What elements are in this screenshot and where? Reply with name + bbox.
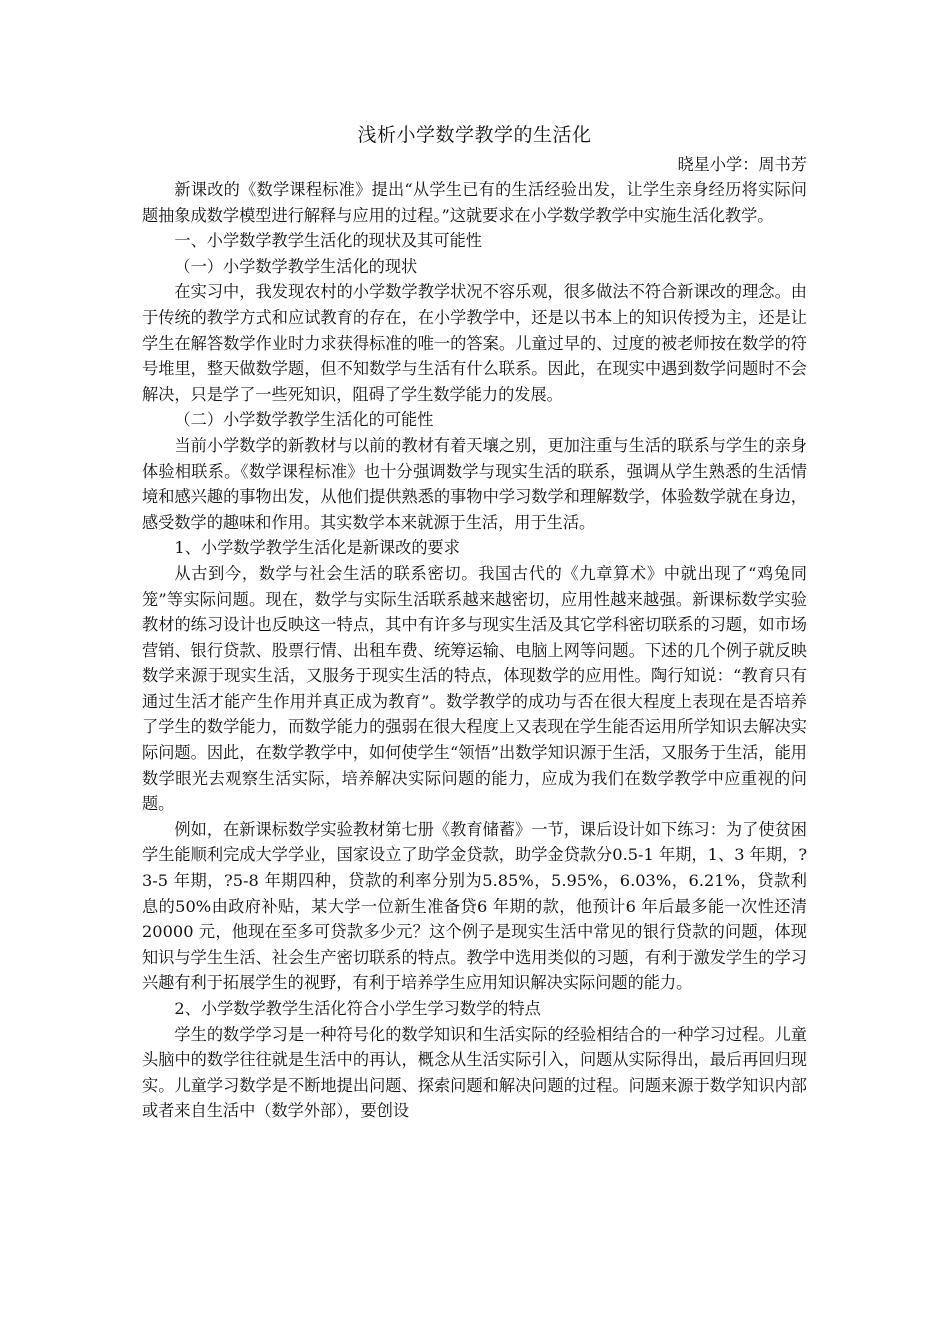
paragraph-current-status: 在实习中，我发现农村的小学数学教学状况不容乐观，很多做法不符合新课改的理念。由于传统的教学方式和应试教育的存在，在小学教学中，还是以书本上的知识传授为主，还是让学生在解答数学作业时力求获得标准的唯一的答案。儿童过早的、过度的被老师按在数学的符号堆里，整天做数学题，但不知数学与生活有什么联系。因此，在现实中遇到数学问题时不会解决，只是学了一些死知识，阻碍了学生数学能力的发展。 <box>142 282 807 404</box>
point-heading-2: 2、小学数学教学生活化符合小学生学习数学的特点 <box>174 999 541 1018</box>
paragraph-example-loan: 例如，在新课标数学实验教材第七册《教育储蓄》一节，课后设计如下练习：为了使贫困学生能顺利完成大学学业，国家设立了助学金贷款，助学金贷款分0.5-1 年期，1、3 年期，?3-5 年期，?5-8 年期四种，贷款的利率分别为5.85%，5.95%，6.03%，6.21%，贷款利息的50%由政府补贴，某大学一位新生准备贷6 年期的款，他预计6 年后最多能一次性还清20000 元，他现在至多可贷款多少元？这个例子是现实生活中常见的银行贷款的问题，体现知识与学生生活、社会生产密切联系的特点。教学中选用类似的习题，有利于激发学生的学习兴趣有利于拓展学生的视野，有利于培养学生应用知识解决实际问题的能力。 <box>142 819 807 993</box>
paragraph-reform-requirement: 从古到今，数学与社会生活的联系密切。我国古代的《九章算术》中就出现了“鸡兔同笼”等实际问题。现在，数学与实际生活联系越来越密切，应用性越来越强。新课标数学实验教材的练习设计也反映这一特点，其中有许多与现实生活及其它学科密切联系的习题，如市场营销、银行贷款、股票行情、出租车费、统筹运输、电脑上网等问题。下述的几个例子就反映数学来源于现实生活，又服务于现实生活的特点，体现数学的应用性。陶行知说：“教育只有通过生活才能产生作用并真正成为教育”。数学教学的成功与否在很大程度上表现在是否培养了学生的数学能力，而数学能力的强弱在很大程度上又表现在学生能否运用所学知识去解决实际问题。因此，在数学教学中，如何使学生“领悟”出数学知识源于生活，又服务于生活，能用数学眼光去观察生活实际，培养解决实际问题的能力，应成为我们在数学教学中应重视的问题。 <box>142 563 807 814</box>
document-page <box>142 118 807 1124</box>
section-heading-1: 一、小学数学教学生活化的现状及其可能性 <box>174 231 482 251</box>
subsection-heading-1: （一）小学数学教学生活化的现状 <box>174 256 418 276</box>
document-title: 浅析小学数学教学的生活化 <box>357 124 592 146</box>
author-line: 晓星小学：周书芳 <box>677 155 807 174</box>
subsection-heading-2: （二）小学数学教学生活化的可能性 <box>174 410 434 430</box>
point-heading-1: 1、小学数学教学生活化是新课改的要求 <box>174 538 460 558</box>
paragraph-learning-features: 学生的数学学习是一种符号化的数学知识和生活实际的经验相结合的一种学习过程。儿童头脑中的数学往往就是生活中的再认，概念从生活实际引入，问题从实际得出，最后再回归现实。儿童学习数学是不断地提出问题、探索问题和解决问题的过程。问题来源于数学知识内部或者来自生活中（数学外部），要创设 <box>142 1024 807 1121</box>
paragraph-intro: 新课改的《数学课程标准》提出“从学生已有的生活经验出发，让学生亲身经历将实际问题抽象成数学模型进行解释与应用的过程。”这就要求在小学数学教学中实施生活化教学。 <box>142 180 807 225</box>
paragraph-possibility: 当前小学数学的新教材与以前的教材有着天壤之别，更加注重与生活的联系与学生的亲身体验相联系。《数学课程标准》也十分强调数学与现实生活的联系，强调从学生熟悉的生活情境和感兴趣的事物出发，从他们提供熟悉的事物中学习数学和理解数学，体验数学就在身边，感受数学的趣味和作用。其实数学本来就源于生活，用于生活。 <box>142 435 807 532</box>
